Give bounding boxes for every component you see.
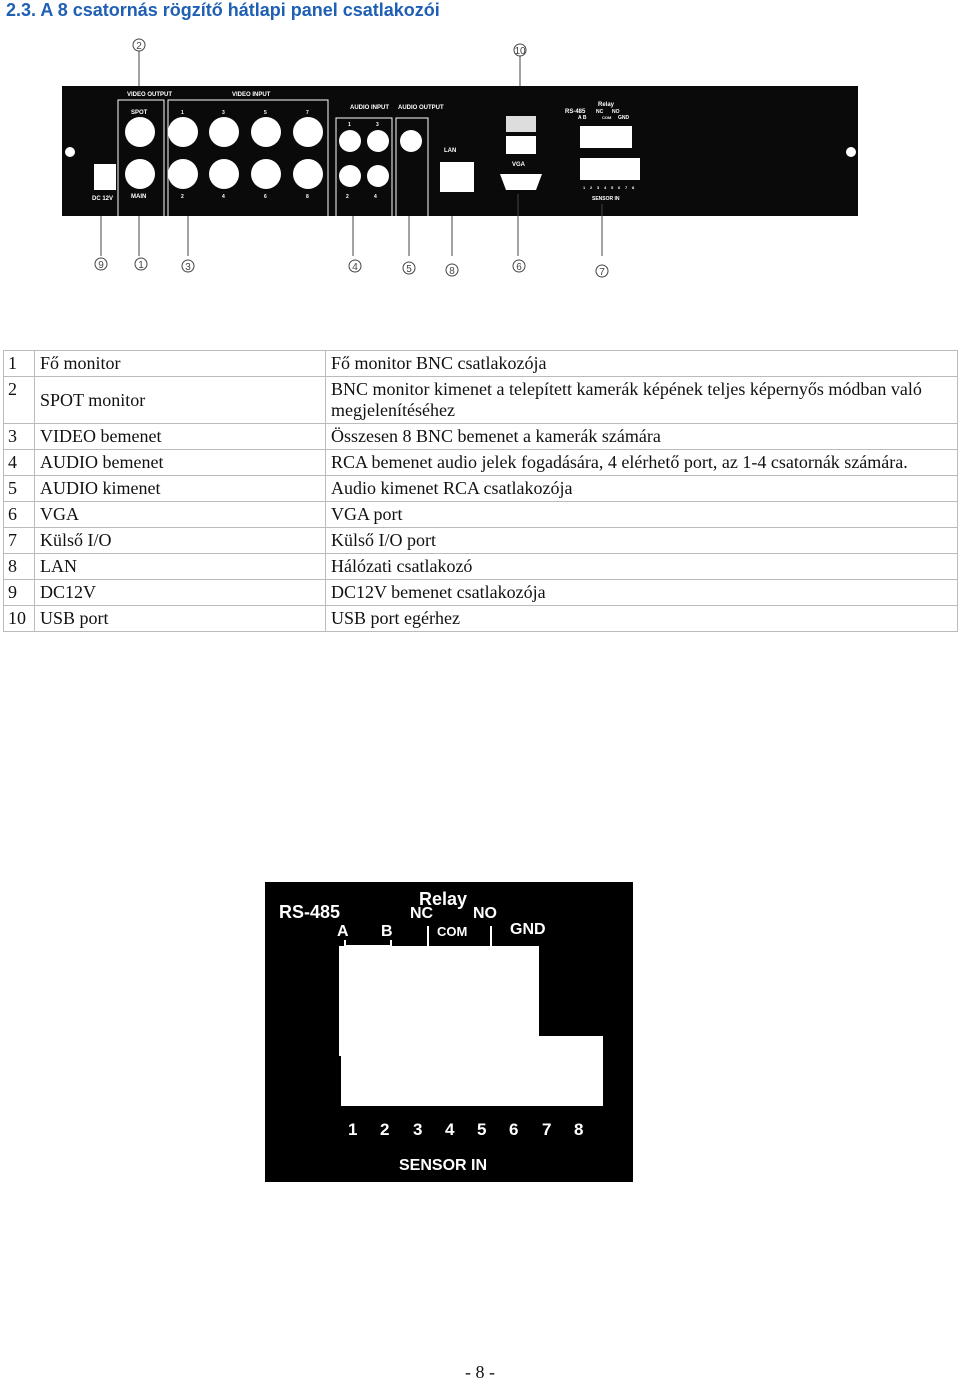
sensor-num: 1	[583, 185, 586, 190]
row-number: 6	[4, 502, 35, 528]
connector-description: DC12V bemenet csatlakozója	[326, 580, 958, 606]
relay-terminal	[580, 126, 632, 148]
callout-4: 4	[352, 262, 358, 273]
sensor-num: 4	[604, 185, 607, 190]
connector-description: Hálózati csatlakozó	[326, 554, 958, 580]
vga-port	[500, 174, 542, 190]
rs485-label: RS-485	[565, 109, 586, 115]
sensor-num: 5	[611, 185, 614, 190]
table-row	[4, 502, 958, 528]
dc12v-label: DC 12V	[92, 196, 114, 202]
ab-label: A B	[578, 115, 587, 121]
detail-sensor-num: 2	[380, 1120, 390, 1139]
row-number: 9	[4, 580, 35, 606]
connector-name: Fő monitor	[35, 351, 326, 377]
callout-5: 5	[406, 264, 412, 275]
table-row	[4, 450, 958, 476]
video-in-8-bnc	[293, 159, 323, 189]
row-number: 10	[4, 606, 35, 632]
main-bnc	[125, 159, 155, 189]
table-row	[4, 351, 958, 377]
gnd-label: GND	[618, 115, 630, 121]
row-number: 8	[4, 554, 35, 580]
callout-7: 7	[599, 267, 605, 278]
detail-sensor-num: 7	[542, 1120, 552, 1139]
table-row	[4, 580, 958, 606]
audio-in-2-rca	[339, 165, 361, 187]
row-number: 2	[4, 377, 35, 424]
connector-description: Összesen 8 BNC bemenet a kamerák számára	[326, 424, 958, 450]
callout-1: 1	[138, 260, 144, 271]
com-label: COM	[602, 115, 612, 120]
usb-frame	[506, 136, 536, 154]
connector-name: VIDEO bemenet	[35, 424, 326, 450]
connector-description: BNC monitor kimenet a telepített kamerák képének teljes képernyős módban való megjelenítéséhez	[326, 377, 958, 424]
connector-table-body	[4, 351, 958, 632]
mount-hole-right	[846, 147, 856, 157]
main-label: MAIN	[131, 194, 147, 200]
usb-port	[506, 116, 536, 132]
detail-nc-label: NC	[410, 905, 434, 922]
detail-a-label: A	[337, 923, 349, 940]
detail-sensor-num: 3	[413, 1120, 423, 1139]
audio-input-label: AUDIO INPUT	[350, 105, 389, 111]
detail-sensor-num: 4	[445, 1120, 455, 1139]
lan-label: LAN	[444, 148, 457, 154]
callout-2: 2	[136, 41, 142, 52]
connector-name: AUDIO kimenet	[35, 476, 326, 502]
connector-description: RCA bemenet audio jelek fogadására, 4 elérhető port, az 1-4 csatornák számára.	[326, 450, 958, 476]
table-row	[4, 476, 958, 502]
video-in-7-bnc	[293, 117, 323, 147]
table-row	[4, 606, 958, 632]
sensor-terminal-block	[341, 1036, 603, 1106]
video-in-2-bnc	[168, 159, 198, 189]
connector-name: SPOT monitor	[35, 377, 326, 424]
callout-6: 6	[516, 262, 522, 273]
sensor-num: 2	[590, 185, 593, 190]
audio-in-1-rca	[339, 130, 361, 152]
audio-output-label: AUDIO OUTPUT	[398, 105, 444, 111]
video-in-num: 8	[306, 194, 309, 200]
audio-in-4-rca	[367, 165, 389, 187]
table-row	[4, 554, 958, 580]
mount-hole-left	[65, 147, 75, 157]
detail-relay-label: Relay	[419, 889, 468, 909]
nc-label: NC	[596, 109, 604, 115]
detail-sensor-num: 5	[477, 1120, 487, 1139]
relay-sensor-detail	[265, 882, 633, 1182]
vga-label: VGA	[512, 162, 526, 168]
video-in-num: 6	[264, 194, 267, 200]
detail-b-label: B	[381, 923, 393, 940]
callout-8: 8	[449, 266, 455, 277]
sensor-num: 3	[597, 185, 600, 190]
video-in-num: 4	[222, 194, 225, 200]
detail-rs485-label: RS-485	[279, 902, 341, 922]
audio-in-num: 1	[348, 122, 351, 128]
connector-description: USB port egérhez	[326, 606, 958, 632]
detail-gnd-label: GND	[510, 921, 546, 938]
sensor-num: 6	[618, 185, 621, 190]
connector-description: Fő monitor BNC csatlakozója	[326, 351, 958, 377]
connector-name: USB port	[35, 606, 326, 632]
row-number: 3	[4, 424, 35, 450]
video-in-num: 7	[306, 110, 309, 116]
row-number: 7	[4, 528, 35, 554]
spot-label: SPOT	[131, 110, 148, 116]
lan-port	[440, 162, 474, 192]
callout-3: 3	[185, 262, 191, 273]
sensor-terminal	[580, 158, 640, 180]
video-output-label: VIDEO OUTPUT	[127, 92, 173, 98]
sensor-num: 8	[632, 185, 635, 190]
no-label: NO	[612, 109, 620, 115]
dc-jack	[94, 164, 116, 190]
rear-panel-svg	[0, 34, 960, 284]
audio-in-num: 3	[376, 122, 379, 128]
connector-name: Külső I/O	[35, 528, 326, 554]
table-row	[4, 528, 958, 554]
connector-table	[3, 350, 958, 632]
detail-sensor-num: 6	[509, 1120, 519, 1139]
audio-in-num: 2	[346, 194, 349, 200]
video-in-4-bnc	[209, 159, 239, 189]
audio-in-num: 4	[374, 194, 377, 200]
callout-9: 9	[98, 260, 104, 271]
video-in-num: 5	[264, 110, 267, 116]
connector-name: LAN	[35, 554, 326, 580]
sensor-in-label: SENSOR IN	[592, 196, 620, 202]
video-in-5-bnc	[251, 117, 281, 147]
connector-name: AUDIO bemenet	[35, 450, 326, 476]
detail-sensor-in-label: SENSOR IN	[399, 1157, 488, 1174]
video-in-num: 1	[181, 110, 184, 116]
video-input-label: VIDEO INPUT	[232, 92, 271, 98]
video-in-num: 2	[181, 194, 184, 200]
connector-description: Audio kimenet RCA csatlakozója	[326, 476, 958, 502]
detail-sensor-num: 1	[348, 1120, 358, 1139]
row-number: 4	[4, 450, 35, 476]
section-title: 2.3. A 8 csatornás rögzítő hátlapi panel csatlakozói	[6, 0, 440, 20]
connector-name: VGA	[35, 502, 326, 528]
video-in-num: 3	[222, 110, 225, 116]
detail-sensor-num: 8	[574, 1120, 584, 1139]
callout-10: 10	[514, 46, 526, 57]
video-in-3-bnc	[209, 117, 239, 147]
audio-out-rca	[400, 130, 422, 152]
detail-com-label: COM	[437, 924, 468, 939]
spot-bnc	[125, 117, 155, 147]
video-in-1-bnc	[168, 117, 198, 147]
connector-name: DC12V	[35, 580, 326, 606]
relay-label: Relay	[598, 102, 615, 108]
row-number: 5	[4, 476, 35, 502]
relay-sensor-detail-svg	[265, 882, 633, 1182]
connector-description: VGA port	[326, 502, 958, 528]
connector-description: Külső I/O port	[326, 528, 958, 554]
sensor-num: 7	[625, 185, 628, 190]
rear-panel-diagram	[0, 34, 960, 284]
detail-no-label: NO	[473, 905, 497, 922]
audio-in-3-rca	[367, 130, 389, 152]
video-in-6-bnc	[251, 159, 281, 189]
table-row	[4, 424, 958, 450]
table-row	[4, 377, 958, 424]
row-number: 1	[4, 351, 35, 377]
page-number: - 8 -	[465, 1362, 495, 1382]
